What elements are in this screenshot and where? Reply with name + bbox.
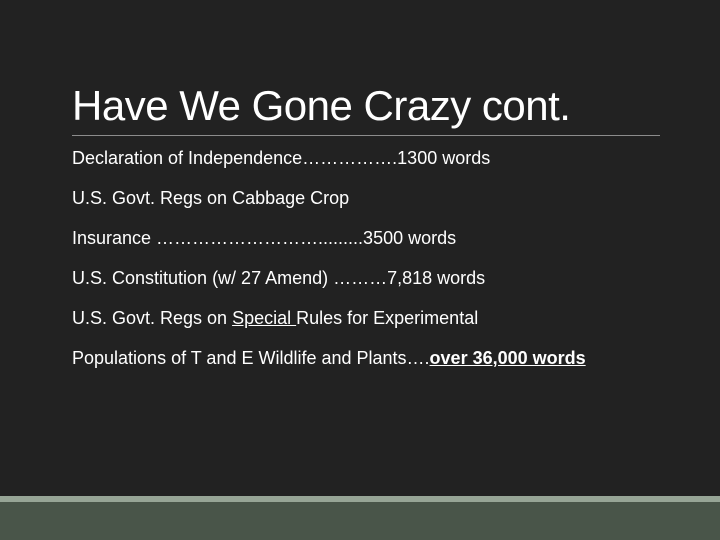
body-line-declaration: Declaration of Independence…………….1300 words [72,148,491,168]
slide-body [72,148,660,388]
special-rules-prefix: U.S. Govt. Regs on [72,308,233,328]
title-divider [72,135,660,136]
footer-stripe [0,496,720,502]
word-count-emphasis: over 36,000 words [429,348,586,368]
body-line-insurance: Insurance ……………………….........3500 words [72,228,457,248]
slide-title: Have We Gone Crazy cont. [72,82,571,129]
body-line-wildlife [72,348,660,368]
special-rules-suffix: Rules for Experimental [296,308,479,328]
special-underlined: Special [232,308,297,328]
body-line-special-rules [72,308,660,328]
wildlife-text: Populations of T and E Wildlife and Plants…. [72,348,430,368]
footer-band [0,496,720,540]
body-line-cabbage-regs: U.S. Govt. Regs on Cabbage Crop [72,188,350,208]
body-line-constitution: U.S. Constitution (w/ 27 Amend) ………7,818 words [72,268,486,288]
